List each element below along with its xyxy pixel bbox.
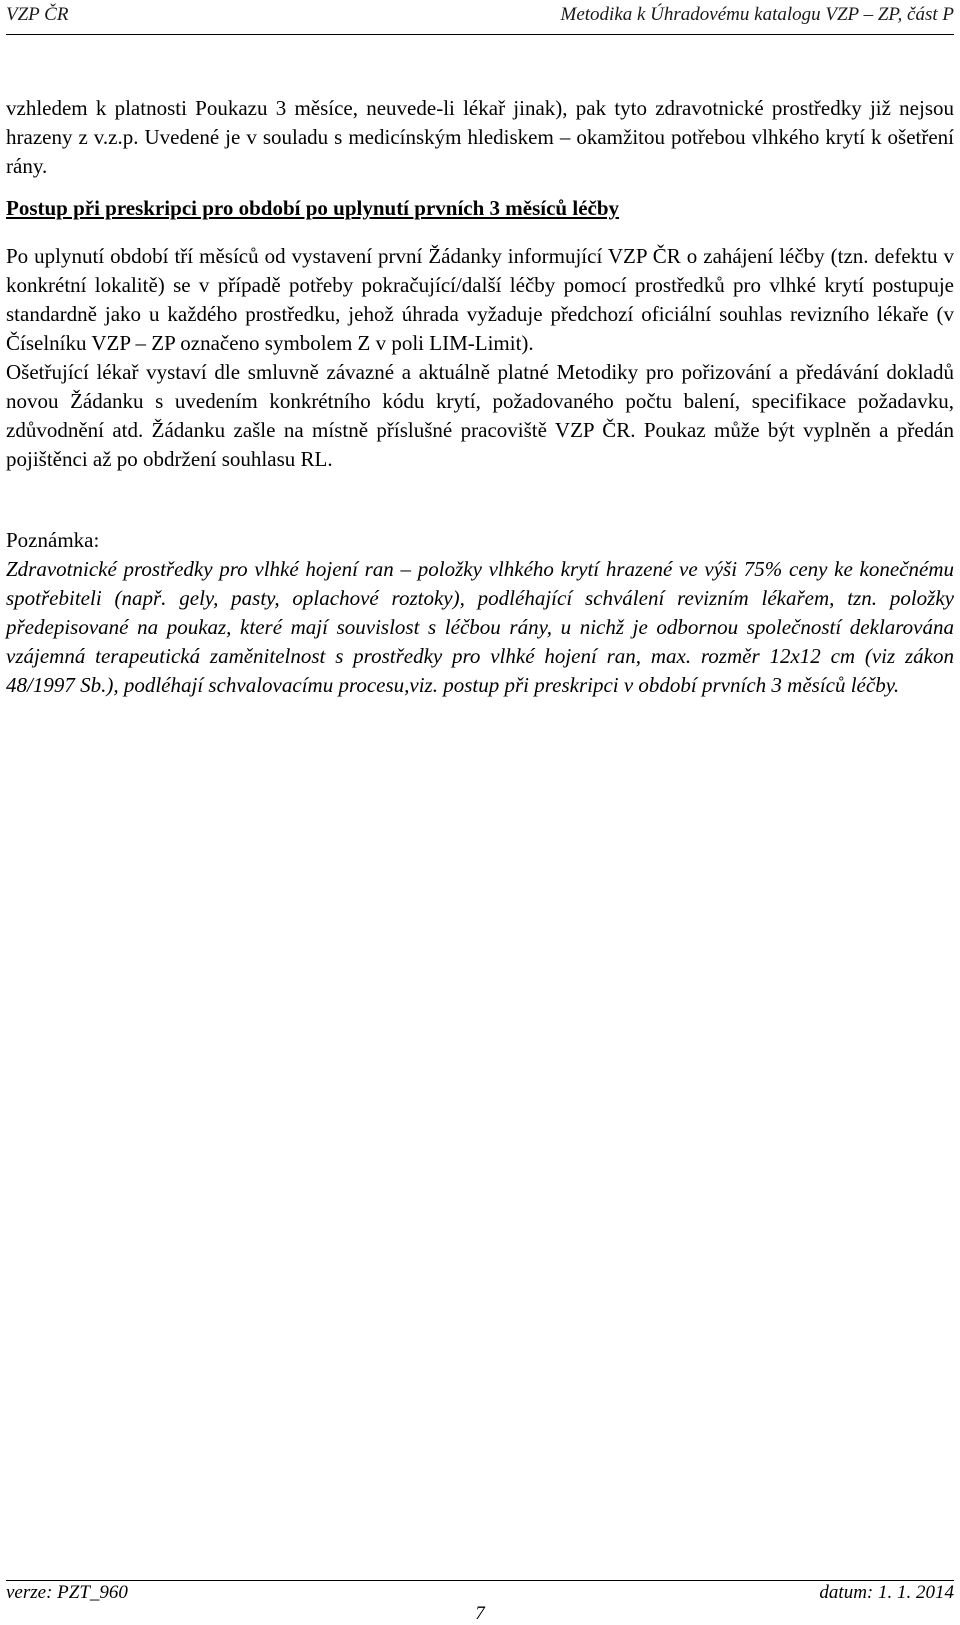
note-label: Poznámka: bbox=[6, 528, 100, 552]
page-header bbox=[6, 4, 954, 36]
header-organization: VZP ČR bbox=[6, 4, 69, 25]
paragraph-procedure: Po uplynutí období tří měsíců od vystavení první Žádanky informující VZP ČR o zahájení léčby (tzn. defektu v konkrétní lokalitě) se v případě potřeby pokračující/další léčby pomocí prostředků pro vlhké krytí postupuje standardně jako u každého prostředku, jehož úhrada vyžaduje předchozí oficiální souhlas revizního lékaře (v Číselníku VZP – ZP označeno symbolem Z v poli LIM-Limit). bbox=[6, 244, 954, 355]
header-divider bbox=[6, 34, 954, 35]
document-body bbox=[6, 94, 954, 700]
intro-paragraph: vzhledem k platnosti Poukazu 3 měsíce, neuvede-li lékař jinak), pak tyto zdravotnické prostředky již nejsou hrazeny z v.z.p. Uvedené je v souladu s medicínským hlediskem – okamžitou potřebou vlhkého krytí k ošetření rány. bbox=[6, 96, 954, 178]
paragraph-request: Ošetřující lékař vystaví dle smluvně závazné a aktuálně platné Metodiky pro pořizování a předávání dokladů novou Žádanku s uvedením konkrétního kódu krytí, požadovaného počtu balení, specifikace požadavku, zdůvodnění atd. Žádanku zašle na místně příslušné pracoviště VZP ČR. Poukaz může být vyplněn a předán pojištěnci až po obdržení souhlasu RL. bbox=[6, 360, 954, 471]
page-number: 7 bbox=[475, 1603, 485, 1624]
footer-version: verze: PZT_960 bbox=[6, 1582, 128, 1603]
header-document-title: Metodika k Úhradovému katalogu VZP – ZP, část P bbox=[560, 4, 954, 25]
footer-date: datum: 1. 1. 2014 bbox=[819, 1582, 954, 1603]
footer-divider bbox=[6, 1580, 954, 1581]
note-text: Zdravotnické prostředky pro vlhké hojení ran – položky vlhkého krytí hrazené ve výši 75% ceny ke konečnému spotřebiteli (např. gely, pasty, oplachové roztoky), podléhající schválení revizním lékařem, tzn. položky předepisované na poukaz, které mají souvislost s léčbou rány, u nichž je odbornou společností deklarována vzájemná terapeutická zaměnitelnost s prostředky pro vlhké hojení ran, max. rozměr 12x12 cm (viz zákon 48/1997 Sb.), podléhají schvalovacímu procesu,viz. postup při preskripci v období prvních 3 měsíců léčby. bbox=[6, 557, 954, 697]
section-heading: Postup při preskripci pro období po uplynutí prvních 3 měsíců léčby bbox=[6, 196, 620, 220]
